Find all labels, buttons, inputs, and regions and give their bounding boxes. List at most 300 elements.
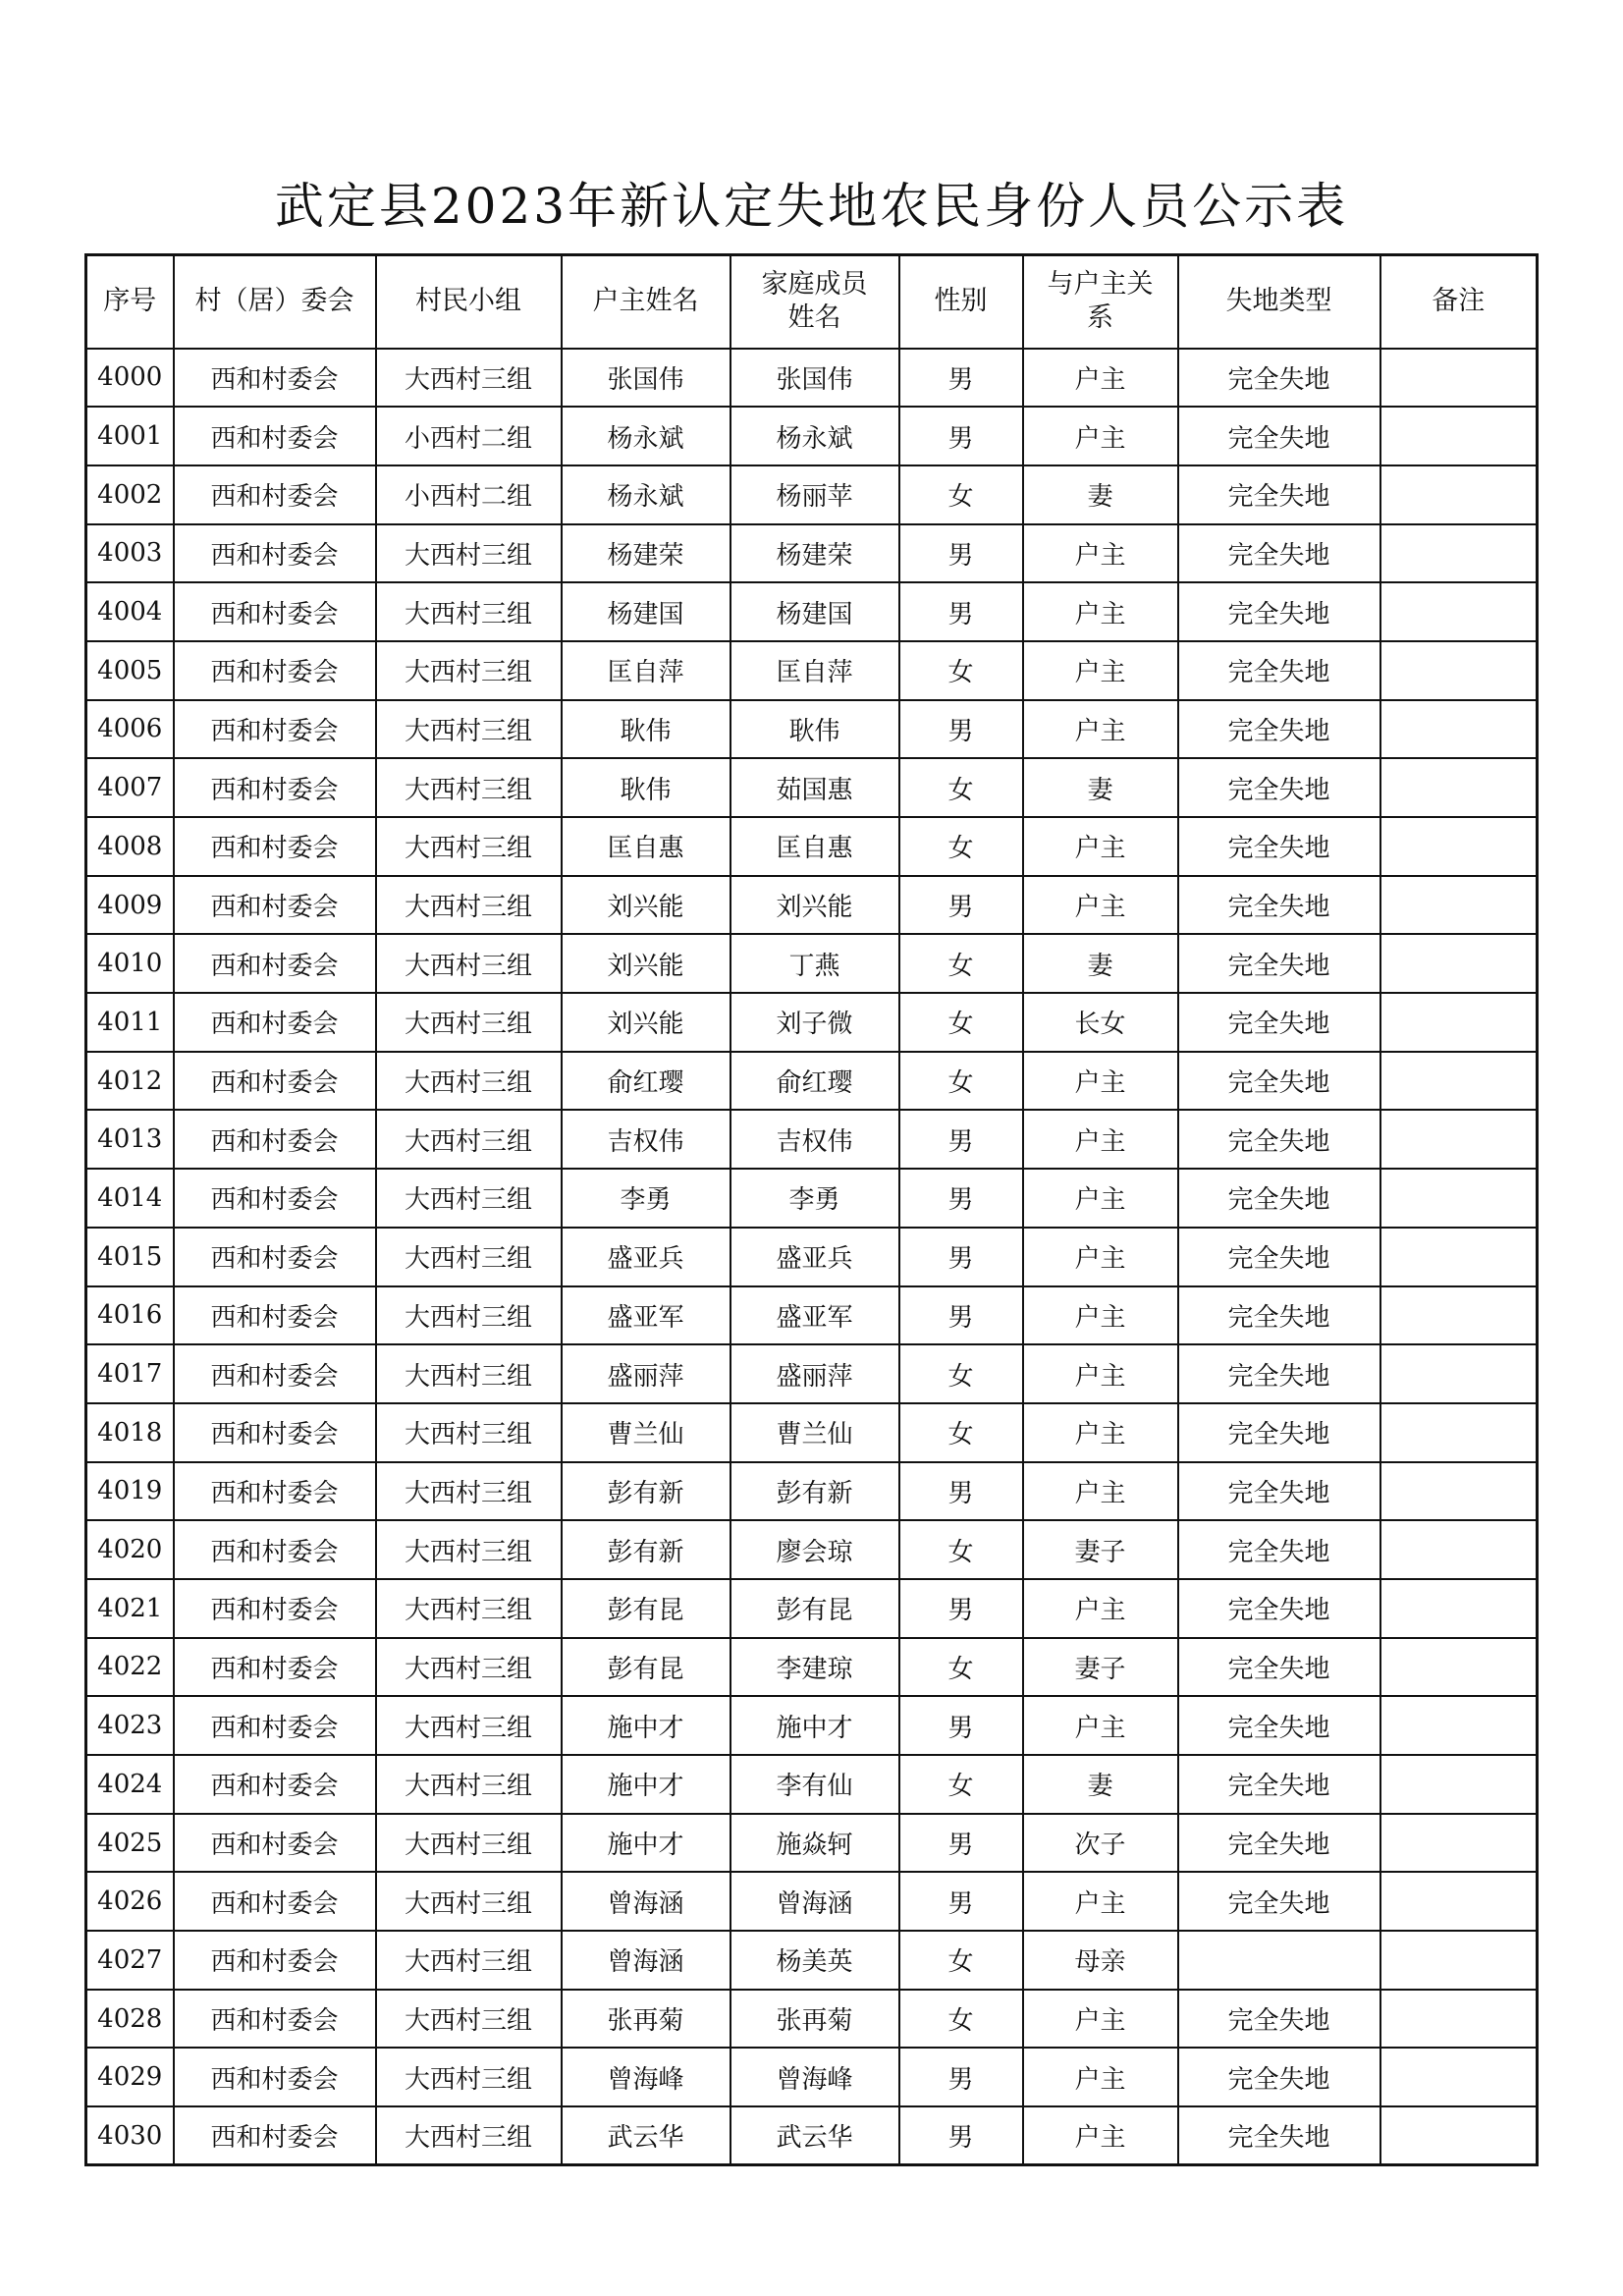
cell-villager-group: 大西村三组 — [376, 993, 562, 1052]
cell-villager-group: 大西村三组 — [376, 2048, 562, 2106]
cell-relation: 妻 — [1023, 1755, 1178, 1814]
cell-household-head: 吉权伟 — [562, 1110, 730, 1169]
cell-index: 4008 — [86, 817, 174, 876]
cell-land-loss-type: 完全失地 — [1178, 2048, 1380, 2106]
cell-gender: 女 — [899, 1755, 1023, 1814]
cell-gender: 男 — [899, 582, 1023, 641]
cell-relation: 户主 — [1023, 1696, 1178, 1755]
cell-member-name: 匡自萍 — [730, 641, 899, 700]
cell-relation: 户主 — [1023, 1872, 1178, 1931]
table-row — [86, 1990, 1538, 2049]
cell-household-head: 曾海涵 — [562, 1872, 730, 1931]
cell-remarks — [1380, 758, 1538, 817]
cell-village-committee: 西和村委会 — [174, 1052, 376, 1111]
cell-member-name: 耿伟 — [730, 700, 899, 759]
cell-index: 4014 — [86, 1169, 174, 1228]
cell-gender: 男 — [899, 2106, 1023, 2165]
cell-relation: 户主 — [1023, 1579, 1178, 1638]
cell-village-committee: 西和村委会 — [174, 1872, 376, 1931]
cell-relation: 妻 — [1023, 465, 1178, 524]
cell-village-committee: 西和村委会 — [174, 1814, 376, 1873]
cell-household-head: 曾海涵 — [562, 1931, 730, 1990]
table-row — [86, 582, 1538, 641]
cell-land-loss-type: 完全失地 — [1178, 758, 1380, 817]
cell-village-committee: 西和村委会 — [174, 2106, 376, 2165]
cell-villager-group: 大西村三组 — [376, 1696, 562, 1755]
page-title: 武定县2023年新认定失地农民身份人员公示表 — [274, 178, 1349, 235]
cell-household-head: 刘兴能 — [562, 876, 730, 935]
cell-remarks — [1380, 524, 1538, 583]
cell-village-committee: 西和村委会 — [174, 1169, 376, 1228]
cell-village-committee: 西和村委会 — [174, 1931, 376, 1990]
header-index: 序号 — [86, 255, 174, 349]
table-row — [86, 2048, 1538, 2106]
cell-relation: 户主 — [1023, 1286, 1178, 1345]
cell-land-loss-type: 完全失地 — [1178, 465, 1380, 524]
cell-index: 4013 — [86, 1110, 174, 1169]
cell-remarks — [1380, 1872, 1538, 1931]
cell-relation: 长女 — [1023, 993, 1178, 1052]
cell-index: 4019 — [86, 1462, 174, 1521]
table-row — [86, 1814, 1538, 1873]
cell-relation: 妻子 — [1023, 1520, 1178, 1579]
cell-member-name: 张国伟 — [730, 349, 899, 408]
table-row — [86, 758, 1538, 817]
cell-village-committee: 西和村委会 — [174, 1403, 376, 1462]
cell-village-committee: 西和村委会 — [174, 934, 376, 993]
cell-remarks — [1380, 1286, 1538, 1345]
cell-index: 4024 — [86, 1755, 174, 1814]
cell-relation: 户主 — [1023, 1052, 1178, 1111]
cell-land-loss-type — [1178, 1931, 1380, 1990]
cell-gender: 男 — [899, 1872, 1023, 1931]
cell-village-committee: 西和村委会 — [174, 1990, 376, 2049]
cell-village-committee: 西和村委会 — [174, 700, 376, 759]
cell-land-loss-type: 完全失地 — [1178, 1638, 1380, 1697]
cell-villager-group: 大西村三组 — [376, 1755, 562, 1814]
cell-villager-group: 小西村二组 — [376, 407, 562, 465]
cell-village-committee: 西和村委会 — [174, 1579, 376, 1638]
cell-land-loss-type: 完全失地 — [1178, 1169, 1380, 1228]
cell-remarks — [1380, 1110, 1538, 1169]
cell-gender: 女 — [899, 993, 1023, 1052]
cell-relation: 户主 — [1023, 582, 1178, 641]
cell-member-name: 李建琼 — [730, 1638, 899, 1697]
cell-land-loss-type: 完全失地 — [1178, 407, 1380, 465]
cell-household-head: 彭有昆 — [562, 1579, 730, 1638]
cell-index: 4018 — [86, 1403, 174, 1462]
table-row — [86, 1579, 1538, 1638]
cell-household-head: 曾海峰 — [562, 2048, 730, 2106]
cell-member-name: 杨建荣 — [730, 524, 899, 583]
table-row — [86, 934, 1538, 993]
cell-member-name: 廖会琼 — [730, 1520, 899, 1579]
cell-villager-group: 大西村三组 — [376, 1872, 562, 1931]
cell-index: 4000 — [86, 349, 174, 408]
cell-villager-group: 大西村三组 — [376, 1579, 562, 1638]
cell-land-loss-type: 完全失地 — [1178, 934, 1380, 993]
cell-gender: 女 — [899, 934, 1023, 993]
cell-gender: 男 — [899, 407, 1023, 465]
cell-household-head: 张再菊 — [562, 1990, 730, 2049]
cell-gender: 男 — [899, 1579, 1023, 1638]
cell-land-loss-type: 完全失地 — [1178, 1755, 1380, 1814]
cell-household-head: 彭有昆 — [562, 1638, 730, 1697]
cell-villager-group: 大西村三组 — [376, 876, 562, 935]
cell-index: 4004 — [86, 582, 174, 641]
cell-villager-group: 大西村三组 — [376, 700, 562, 759]
table-row — [86, 1286, 1538, 1345]
cell-remarks — [1380, 2106, 1538, 2165]
cell-village-committee: 西和村委会 — [174, 758, 376, 817]
cell-relation: 妻子 — [1023, 1638, 1178, 1697]
cell-household-head: 施中才 — [562, 1755, 730, 1814]
cell-member-name: 刘兴能 — [730, 876, 899, 935]
table-row — [86, 817, 1538, 876]
table-row — [86, 1110, 1538, 1169]
cell-village-committee: 西和村委会 — [174, 1110, 376, 1169]
cell-index: 4002 — [86, 465, 174, 524]
table-row — [86, 465, 1538, 524]
cell-remarks — [1380, 1814, 1538, 1873]
cell-household-head: 施中才 — [562, 1814, 730, 1873]
cell-gender: 女 — [899, 817, 1023, 876]
cell-remarks — [1380, 1344, 1538, 1403]
cell-index: 4015 — [86, 1228, 174, 1286]
cell-gender: 女 — [899, 1931, 1023, 1990]
cell-land-loss-type: 完全失地 — [1178, 524, 1380, 583]
cell-index: 4020 — [86, 1520, 174, 1579]
cell-remarks — [1380, 1579, 1538, 1638]
cell-land-loss-type: 完全失地 — [1178, 817, 1380, 876]
cell-land-loss-type: 完全失地 — [1178, 2106, 1380, 2165]
cell-villager-group: 大西村三组 — [376, 1990, 562, 2049]
cell-household-head: 耿伟 — [562, 758, 730, 817]
cell-relation: 户主 — [1023, 2106, 1178, 2165]
cell-gender: 女 — [899, 1638, 1023, 1697]
cell-relation: 次子 — [1023, 1814, 1178, 1873]
cell-village-committee: 西和村委会 — [174, 1696, 376, 1755]
cell-villager-group: 小西村二组 — [376, 465, 562, 524]
cell-index: 4025 — [86, 1814, 174, 1873]
cell-remarks — [1380, 641, 1538, 700]
cell-gender: 女 — [899, 1052, 1023, 1111]
table-row — [86, 1755, 1538, 1814]
cell-villager-group: 大西村三组 — [376, 1169, 562, 1228]
cell-villager-group: 大西村三组 — [376, 524, 562, 583]
cell-index: 4022 — [86, 1638, 174, 1697]
cell-remarks — [1380, 2048, 1538, 2106]
cell-village-committee: 西和村委会 — [174, 641, 376, 700]
cell-member-name: 匡自惠 — [730, 817, 899, 876]
cell-household-head: 武云华 — [562, 2106, 730, 2165]
header-land-loss-type: 失地类型 — [1178, 255, 1380, 349]
table-row — [86, 1462, 1538, 1521]
table-row — [86, 349, 1538, 408]
table-row — [86, 700, 1538, 759]
table-row — [86, 993, 1538, 1052]
cell-village-committee: 西和村委会 — [174, 876, 376, 935]
cell-land-loss-type: 完全失地 — [1178, 1520, 1380, 1579]
cell-household-head: 杨建荣 — [562, 524, 730, 583]
cell-household-head: 匡自萍 — [562, 641, 730, 700]
cell-villager-group: 大西村三组 — [376, 1638, 562, 1697]
header-household-head: 户主姓名 — [562, 255, 730, 349]
cell-land-loss-type: 完全失地 — [1178, 1462, 1380, 1521]
cell-relation: 户主 — [1023, 876, 1178, 935]
cell-gender: 女 — [899, 465, 1023, 524]
cell-household-head: 杨永斌 — [562, 465, 730, 524]
table-row — [86, 641, 1538, 700]
cell-relation: 户主 — [1023, 349, 1178, 408]
cell-member-name: 武云华 — [730, 2106, 899, 2165]
cell-member-name: 盛丽萍 — [730, 1344, 899, 1403]
cell-land-loss-type: 完全失地 — [1178, 1872, 1380, 1931]
cell-villager-group: 大西村三组 — [376, 1520, 562, 1579]
cell-member-name: 盛亚兵 — [730, 1228, 899, 1286]
cell-remarks — [1380, 1169, 1538, 1228]
cell-village-committee: 西和村委会 — [174, 1286, 376, 1345]
cell-remarks — [1380, 876, 1538, 935]
cell-index: 4009 — [86, 876, 174, 935]
cell-member-name: 施中才 — [730, 1696, 899, 1755]
cell-gender: 女 — [899, 641, 1023, 700]
cell-villager-group: 大西村三组 — [376, 758, 562, 817]
cell-remarks — [1380, 1931, 1538, 1990]
cell-remarks — [1380, 1403, 1538, 1462]
cell-remarks — [1380, 934, 1538, 993]
cell-member-name: 曾海峰 — [730, 2048, 899, 2106]
cell-gender: 女 — [899, 1990, 1023, 2049]
cell-village-committee: 西和村委会 — [174, 1520, 376, 1579]
header-row — [86, 255, 1538, 349]
header-relation: 与户主关 系 — [1023, 255, 1178, 349]
cell-relation: 户主 — [1023, 1403, 1178, 1462]
cell-member-name: 俞红璎 — [730, 1052, 899, 1111]
cell-member-name: 茹国惠 — [730, 758, 899, 817]
cell-member-name: 李有仙 — [730, 1755, 899, 1814]
cell-household-head: 俞红璎 — [562, 1052, 730, 1111]
cell-gender: 男 — [899, 876, 1023, 935]
header-member-name: 家庭成员 姓名 — [730, 255, 899, 349]
cell-land-loss-type: 完全失地 — [1178, 1990, 1380, 2049]
table-row — [86, 1638, 1538, 1697]
cell-village-committee: 西和村委会 — [174, 524, 376, 583]
cell-member-name: 杨美英 — [730, 1931, 899, 1990]
cell-household-head: 彭有新 — [562, 1520, 730, 1579]
cell-member-name: 丁燕 — [730, 934, 899, 993]
cell-land-loss-type: 完全失地 — [1178, 641, 1380, 700]
cell-member-name: 杨建国 — [730, 582, 899, 641]
cell-remarks — [1380, 1052, 1538, 1111]
cell-index: 4006 — [86, 700, 174, 759]
cell-household-head: 张国伟 — [562, 349, 730, 408]
cell-household-head: 施中才 — [562, 1696, 730, 1755]
cell-gender: 女 — [899, 758, 1023, 817]
table-row — [86, 1052, 1538, 1111]
cell-household-head: 刘兴能 — [562, 993, 730, 1052]
cell-relation: 户主 — [1023, 524, 1178, 583]
cell-gender: 女 — [899, 1520, 1023, 1579]
cell-gender: 男 — [899, 1169, 1023, 1228]
cell-household-head: 盛亚军 — [562, 1286, 730, 1345]
cell-village-committee: 西和村委会 — [174, 349, 376, 408]
table-row — [86, 1696, 1538, 1755]
cell-member-name: 张再菊 — [730, 1990, 899, 2049]
cell-index: 4027 — [86, 1931, 174, 1990]
cell-remarks — [1380, 349, 1538, 408]
cell-gender: 男 — [899, 349, 1023, 408]
cell-index: 4017 — [86, 1344, 174, 1403]
cell-member-name: 曾海涵 — [730, 1872, 899, 1931]
cell-index: 4010 — [86, 934, 174, 993]
cell-land-loss-type: 完全失地 — [1178, 1579, 1380, 1638]
table-row — [86, 1931, 1538, 1990]
cell-gender: 男 — [899, 1110, 1023, 1169]
cell-remarks — [1380, 1638, 1538, 1697]
table-row — [86, 2106, 1538, 2165]
cell-village-committee: 西和村委会 — [174, 993, 376, 1052]
cell-villager-group: 大西村三组 — [376, 934, 562, 993]
cell-remarks — [1380, 582, 1538, 641]
cell-remarks — [1380, 1228, 1538, 1286]
cell-villager-group: 大西村三组 — [376, 1344, 562, 1403]
table-row — [86, 1228, 1538, 1286]
cell-household-head: 杨建国 — [562, 582, 730, 641]
cell-land-loss-type: 完全失地 — [1178, 1814, 1380, 1873]
cell-household-head: 刘兴能 — [562, 934, 730, 993]
cell-household-head: 盛亚兵 — [562, 1228, 730, 1286]
cell-villager-group: 大西村三组 — [376, 1814, 562, 1873]
cell-household-head: 耿伟 — [562, 700, 730, 759]
cell-household-head: 匡自惠 — [562, 817, 730, 876]
cell-household-head: 彭有新 — [562, 1462, 730, 1521]
cell-land-loss-type: 完全失地 — [1178, 349, 1380, 408]
cell-village-committee: 西和村委会 — [174, 1755, 376, 1814]
cell-land-loss-type: 完全失地 — [1178, 1403, 1380, 1462]
cell-villager-group: 大西村三组 — [376, 1052, 562, 1111]
cell-villager-group: 大西村三组 — [376, 349, 562, 408]
cell-index: 4028 — [86, 1990, 174, 2049]
cell-member-name: 刘子微 — [730, 993, 899, 1052]
cell-remarks — [1380, 993, 1538, 1052]
table-row — [86, 1403, 1538, 1462]
cell-gender: 女 — [899, 1344, 1023, 1403]
cell-gender: 男 — [899, 700, 1023, 759]
cell-member-name: 杨丽苹 — [730, 465, 899, 524]
cell-index: 4021 — [86, 1579, 174, 1638]
roster-table — [84, 253, 1539, 2166]
cell-relation: 户主 — [1023, 1990, 1178, 2049]
table-row — [86, 1520, 1538, 1579]
cell-land-loss-type: 完全失地 — [1178, 876, 1380, 935]
cell-relation: 户主 — [1023, 641, 1178, 700]
cell-village-committee: 西和村委会 — [174, 1638, 376, 1697]
cell-gender: 男 — [899, 524, 1023, 583]
cell-land-loss-type: 完全失地 — [1178, 1696, 1380, 1755]
table-body — [86, 349, 1538, 2165]
cell-relation: 户主 — [1023, 1344, 1178, 1403]
cell-index: 4023 — [86, 1696, 174, 1755]
header-village-committee: 村（居）委会 — [174, 255, 376, 349]
cell-village-committee: 西和村委会 — [174, 1228, 376, 1286]
cell-gender: 男 — [899, 1462, 1023, 1521]
cell-member-name: 曹兰仙 — [730, 1403, 899, 1462]
cell-index: 4005 — [86, 641, 174, 700]
cell-index: 4012 — [86, 1052, 174, 1111]
cell-gender: 男 — [899, 1286, 1023, 1345]
cell-villager-group: 大西村三组 — [376, 1286, 562, 1345]
cell-household-head: 李勇 — [562, 1169, 730, 1228]
cell-land-loss-type: 完全失地 — [1178, 1344, 1380, 1403]
cell-member-name: 盛亚军 — [730, 1286, 899, 1345]
cell-member-name: 吉权伟 — [730, 1110, 899, 1169]
cell-villager-group: 大西村三组 — [376, 641, 562, 700]
cell-relation: 户主 — [1023, 1110, 1178, 1169]
cell-index: 4016 — [86, 1286, 174, 1345]
cell-index: 4007 — [86, 758, 174, 817]
cell-member-name: 彭有昆 — [730, 1579, 899, 1638]
cell-land-loss-type: 完全失地 — [1178, 1286, 1380, 1345]
cell-member-name: 杨永斌 — [730, 407, 899, 465]
cell-household-head: 盛丽萍 — [562, 1344, 730, 1403]
cell-index: 4029 — [86, 2048, 174, 2106]
cell-relation: 户主 — [1023, 1462, 1178, 1521]
table-row — [86, 407, 1538, 465]
cell-villager-group: 大西村三组 — [376, 817, 562, 876]
header-villager-group: 村民小组 — [376, 255, 562, 349]
cell-index: 4026 — [86, 1872, 174, 1931]
cell-land-loss-type: 完全失地 — [1178, 582, 1380, 641]
table-row — [86, 524, 1538, 583]
table-row — [86, 1344, 1538, 1403]
cell-relation: 户主 — [1023, 700, 1178, 759]
cell-remarks — [1380, 817, 1538, 876]
cell-villager-group: 大西村三组 — [376, 582, 562, 641]
cell-relation: 母亲 — [1023, 1931, 1178, 1990]
cell-village-committee: 西和村委会 — [174, 582, 376, 641]
cell-village-committee: 西和村委会 — [174, 1344, 376, 1403]
cell-member-name: 施焱轲 — [730, 1814, 899, 1873]
cell-index: 4030 — [86, 2106, 174, 2165]
cell-household-head: 杨永斌 — [562, 407, 730, 465]
cell-relation: 妻 — [1023, 758, 1178, 817]
cell-land-loss-type: 完全失地 — [1178, 993, 1380, 1052]
cell-relation: 妻 — [1023, 934, 1178, 993]
cell-gender: 男 — [899, 1814, 1023, 1873]
cell-gender: 女 — [899, 1403, 1023, 1462]
header-remarks: 备注 — [1380, 255, 1538, 349]
table-row — [86, 876, 1538, 935]
table-header — [86, 255, 1538, 349]
cell-remarks — [1380, 1520, 1538, 1579]
cell-relation: 户主 — [1023, 2048, 1178, 2106]
cell-relation: 户主 — [1023, 817, 1178, 876]
cell-remarks — [1380, 1990, 1538, 2049]
cell-villager-group: 大西村三组 — [376, 1228, 562, 1286]
cell-land-loss-type: 完全失地 — [1178, 1228, 1380, 1286]
cell-remarks — [1380, 1696, 1538, 1755]
cell-index: 4001 — [86, 407, 174, 465]
header-gender: 性别 — [899, 255, 1023, 349]
cell-land-loss-type: 完全失地 — [1178, 1052, 1380, 1111]
cell-remarks — [1380, 465, 1538, 524]
cell-index: 4011 — [86, 993, 174, 1052]
cell-villager-group: 大西村三组 — [376, 1403, 562, 1462]
cell-member-name: 李勇 — [730, 1169, 899, 1228]
cell-relation: 户主 — [1023, 1228, 1178, 1286]
cell-village-committee: 西和村委会 — [174, 817, 376, 876]
